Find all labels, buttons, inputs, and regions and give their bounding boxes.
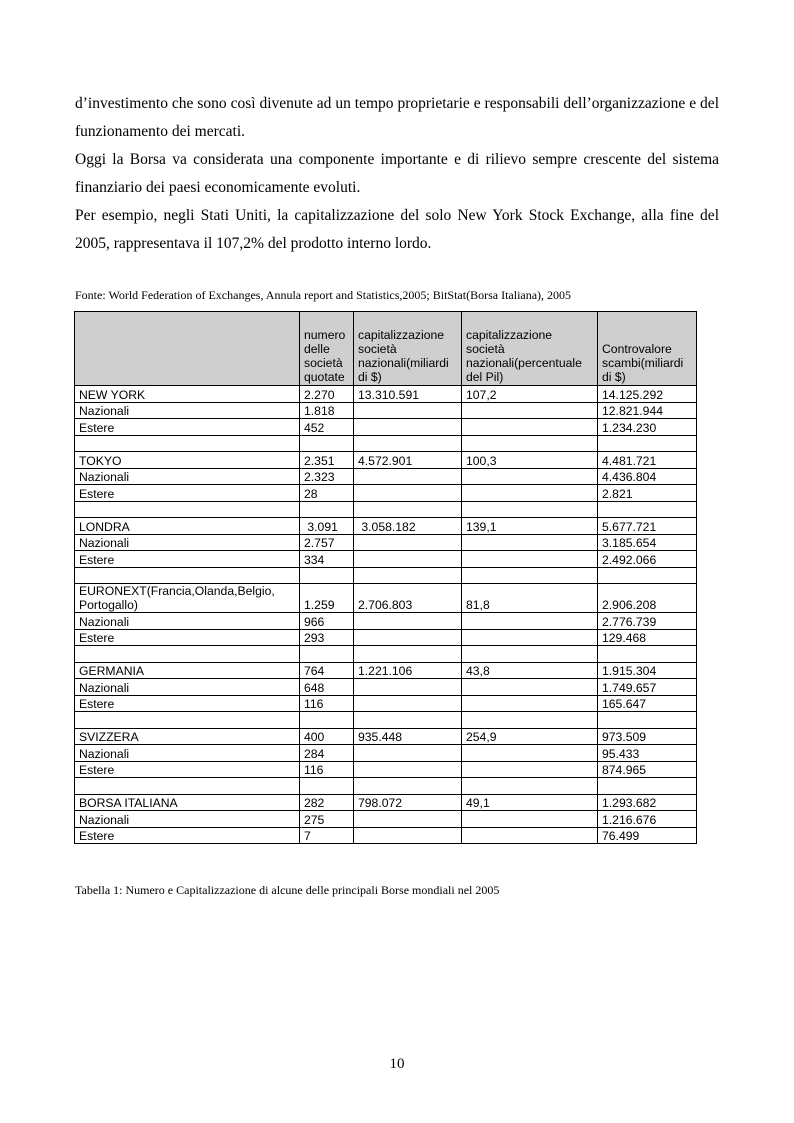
cell-capitalization: 798.072 <box>354 794 462 811</box>
cell-trading-value <box>598 567 697 584</box>
cell-trading-value: 874.965 <box>598 761 697 778</box>
cell-exchange: Nazionali <box>75 402 300 419</box>
cell-gdp-percent <box>462 613 598 630</box>
cell-listed-companies: 293 <box>300 629 354 646</box>
table-row <box>75 468 697 485</box>
table-row <box>75 728 697 745</box>
cell-gdp-percent <box>462 501 598 518</box>
cell-exchange: GERMANIA <box>75 662 300 679</box>
cell-exchange: LONDRA <box>75 518 300 535</box>
cell-capitalization <box>354 551 462 568</box>
table-row <box>75 402 697 419</box>
cell-trading-value <box>598 778 697 795</box>
cell-listed-companies: 116 <box>300 695 354 712</box>
table-body <box>75 386 697 844</box>
cell-exchange: Estere <box>75 485 300 502</box>
cell-gdp-percent <box>462 695 598 712</box>
table-row <box>75 613 697 630</box>
cell-gdp-percent <box>462 485 598 502</box>
cell-exchange: Nazionali <box>75 811 300 828</box>
cell-gdp-percent <box>462 778 598 795</box>
stock-exchanges-table <box>74 311 697 844</box>
table-spacer-row <box>75 646 697 663</box>
cell-gdp-percent <box>462 745 598 762</box>
cell-capitalization <box>354 485 462 502</box>
cell-gdp-percent <box>462 468 598 485</box>
cell-listed-companies <box>300 435 354 452</box>
cell-exchange: Nazionali <box>75 468 300 485</box>
cell-gdp-percent: 81,8 <box>462 584 598 613</box>
table-header-row <box>75 312 697 386</box>
cell-gdp-percent <box>462 827 598 844</box>
cell-exchange: Estere <box>75 827 300 844</box>
table-row <box>75 679 697 696</box>
table-row <box>75 794 697 811</box>
cell-capitalization <box>354 761 462 778</box>
cell-trading-value: 5.677.721 <box>598 518 697 535</box>
table-spacer-row <box>75 778 697 795</box>
table-caption: Tabella 1: Numero e Capitalizzazione di alcune delle principali Borse mondiali nel 2005 <box>75 883 500 897</box>
cell-trading-value: 129.468 <box>598 629 697 646</box>
cell-trading-value: 973.509 <box>598 728 697 745</box>
table-row <box>75 534 697 551</box>
cell-exchange: NEW YORK <box>75 386 300 403</box>
table-row <box>75 695 697 712</box>
cell-trading-value <box>598 501 697 518</box>
cell-listed-companies <box>300 778 354 795</box>
cell-exchange: Estere <box>75 695 300 712</box>
cell-exchange <box>75 501 300 518</box>
cell-gdp-percent: 49,1 <box>462 794 598 811</box>
cell-gdp-percent <box>462 646 598 663</box>
table-row <box>75 551 697 568</box>
cell-exchange: SVIZZERA <box>75 728 300 745</box>
cell-listed-companies: 334 <box>300 551 354 568</box>
cell-trading-value: 1.234.230 <box>598 419 697 436</box>
cell-listed-companies: 3.091 <box>300 518 354 535</box>
cell-gdp-percent <box>462 402 598 419</box>
cell-exchange: Estere <box>75 551 300 568</box>
cell-capitalization <box>354 435 462 452</box>
cell-exchange <box>75 646 300 663</box>
paragraph-2: Oggi la Borsa va considerata una componente importante e di rilievo sempre crescente del sistema finanziario dei paesi economicamente evoluti. <box>75 151 719 196</box>
table-row <box>75 419 697 436</box>
cell-gdp-percent <box>462 419 598 436</box>
cell-listed-companies: 764 <box>300 662 354 679</box>
cell-listed-companies: 400 <box>300 728 354 745</box>
cell-listed-companies: 275 <box>300 811 354 828</box>
cell-exchange: Estere <box>75 761 300 778</box>
cell-capitalization: 13.310.591 <box>354 386 462 403</box>
cell-listed-companies: 2.270 <box>300 386 354 403</box>
header-trading-value: Controvalore scambi(miliardi di $) <box>598 312 697 386</box>
cell-trading-value <box>598 435 697 452</box>
cell-capitalization: 2.706.803 <box>354 584 462 613</box>
cell-capitalization <box>354 745 462 762</box>
cell-trading-value: 4.436.804 <box>598 468 697 485</box>
cell-exchange <box>75 435 300 452</box>
cell-capitalization <box>354 534 462 551</box>
cell-trading-value: 2.492.066 <box>598 551 697 568</box>
cell-capitalization <box>354 646 462 663</box>
table-row <box>75 584 697 613</box>
cell-listed-companies: 28 <box>300 485 354 502</box>
cell-capitalization <box>354 778 462 795</box>
table-row <box>75 518 697 535</box>
header-capitalization-billions: capitalizzazione società nazionali(miliardi di $) <box>354 312 462 386</box>
table-row <box>75 485 697 502</box>
cell-capitalization <box>354 613 462 630</box>
cell-exchange: EURONEXT(Francia,Olanda,Belgio, Portogallo) <box>75 584 300 613</box>
cell-gdp-percent <box>462 761 598 778</box>
cell-capitalization: 4.572.901 <box>354 452 462 469</box>
cell-trading-value: 2.906.208 <box>598 584 697 613</box>
cell-listed-companies <box>300 567 354 584</box>
cell-capitalization <box>354 468 462 485</box>
cell-listed-companies <box>300 712 354 729</box>
cell-capitalization: 1.221.106 <box>354 662 462 679</box>
cell-listed-companies: 116 <box>300 761 354 778</box>
cell-listed-companies: 2.323 <box>300 468 354 485</box>
cell-trading-value: 95.433 <box>598 745 697 762</box>
cell-exchange: Nazionali <box>75 534 300 551</box>
cell-exchange: Nazionali <box>75 613 300 630</box>
cell-capitalization <box>354 811 462 828</box>
cell-listed-companies: 1.259 <box>300 584 354 613</box>
table-row <box>75 811 697 828</box>
table-row <box>75 827 697 844</box>
cell-trading-value <box>598 712 697 729</box>
cell-exchange: TOKYO <box>75 452 300 469</box>
table-spacer-row <box>75 501 697 518</box>
cell-listed-companies: 1.818 <box>300 402 354 419</box>
cell-exchange: Estere <box>75 629 300 646</box>
cell-gdp-percent: 139,1 <box>462 518 598 535</box>
cell-capitalization <box>354 419 462 436</box>
cell-trading-value: 76.499 <box>598 827 697 844</box>
cell-exchange: Estere <box>75 419 300 436</box>
cell-listed-companies: 7 <box>300 827 354 844</box>
cell-trading-value: 2.821 <box>598 485 697 502</box>
cell-listed-companies <box>300 646 354 663</box>
header-exchange <box>75 312 300 386</box>
cell-listed-companies: 648 <box>300 679 354 696</box>
cell-capitalization <box>354 695 462 712</box>
cell-capitalization <box>354 402 462 419</box>
cell-trading-value: 4.481.721 <box>598 452 697 469</box>
table-row <box>75 386 697 403</box>
cell-gdp-percent <box>462 534 598 551</box>
cell-gdp-percent <box>462 435 598 452</box>
cell-gdp-percent: 100,3 <box>462 452 598 469</box>
cell-gdp-percent <box>462 551 598 568</box>
cell-gdp-percent <box>462 712 598 729</box>
cell-listed-companies: 966 <box>300 613 354 630</box>
cell-trading-value: 1.749.657 <box>598 679 697 696</box>
table-spacer-row <box>75 435 697 452</box>
cell-exchange: Nazionali <box>75 679 300 696</box>
cell-trading-value: 14.125.292 <box>598 386 697 403</box>
table-row <box>75 629 697 646</box>
table-row <box>75 745 697 762</box>
cell-gdp-percent: 107,2 <box>462 386 598 403</box>
table-spacer-row <box>75 567 697 584</box>
table-row <box>75 761 697 778</box>
page-number: 10 <box>389 1056 405 1072</box>
header-capitalization-gdp-percent: capitalizzazione società nazionali(percentuale del Pil) <box>462 312 598 386</box>
cell-capitalization: 935.448 <box>354 728 462 745</box>
table-spacer-row <box>75 712 697 729</box>
cell-exchange <box>75 567 300 584</box>
cell-trading-value: 3.185.654 <box>598 534 697 551</box>
cell-capitalization <box>354 501 462 518</box>
cell-trading-value: 1.216.676 <box>598 811 697 828</box>
table-row <box>75 662 697 679</box>
cell-gdp-percent: 254,9 <box>462 728 598 745</box>
cell-exchange <box>75 778 300 795</box>
cell-listed-companies: 2.351 <box>300 452 354 469</box>
header-listed-companies: numero delle società quotate <box>300 312 354 386</box>
cell-trading-value <box>598 646 697 663</box>
cell-trading-value: 12.821.944 <box>598 402 697 419</box>
cell-trading-value: 1.293.682 <box>598 794 697 811</box>
cell-capitalization <box>354 827 462 844</box>
cell-listed-companies <box>300 501 354 518</box>
cell-capitalization <box>354 679 462 696</box>
cell-capitalization <box>354 567 462 584</box>
cell-gdp-percent <box>462 679 598 696</box>
cell-trading-value: 2.776.739 <box>598 613 697 630</box>
cell-listed-companies: 282 <box>300 794 354 811</box>
cell-listed-companies: 2.757 <box>300 534 354 551</box>
cell-trading-value: 1.915.304 <box>598 662 697 679</box>
cell-capitalization <box>354 712 462 729</box>
cell-trading-value: 165.647 <box>598 695 697 712</box>
cell-capitalization <box>354 629 462 646</box>
paragraph-3: Per esempio, negli Stati Uniti, la capitalizzazione del solo New York Stock Exchange, alla fine del 2005, rappresentava il 107,2% del prodotto interno lordo. <box>75 207 719 252</box>
cell-gdp-percent <box>462 567 598 584</box>
cell-gdp-percent: 43,8 <box>462 662 598 679</box>
table-row <box>75 452 697 469</box>
cell-exchange: BORSA ITALIANA <box>75 794 300 811</box>
cell-capitalization: 3.058.182 <box>354 518 462 535</box>
cell-exchange <box>75 712 300 729</box>
cell-listed-companies: 284 <box>300 745 354 762</box>
cell-exchange: Nazionali <box>75 745 300 762</box>
cell-gdp-percent <box>462 629 598 646</box>
source-note: Fonte: World Federation of Exchanges, Annula report and Statistics,2005; BitStat(Borsa Italiana), 2005 <box>75 288 572 302</box>
paragraph-1: d’investimento che sono così divenute ad un tempo proprietarie e responsabili dell’organizzazione e del funzionamento dei mercati. <box>75 95 719 140</box>
cell-gdp-percent <box>462 811 598 828</box>
cell-listed-companies: 452 <box>300 419 354 436</box>
